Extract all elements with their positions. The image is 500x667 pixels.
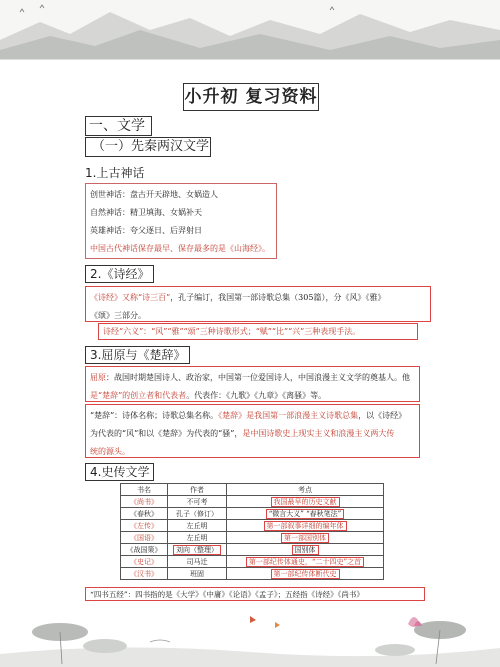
quyuan-label: 屈原 (90, 373, 106, 382)
cell-author: 孔子（修订） (168, 508, 227, 520)
myth-note: 中国古代神话保存最早、保存最多的是《山海经》。 (90, 244, 270, 253)
myth-line-nature: 自然神话：精卫填海、女娲补天 (90, 208, 202, 217)
heading-ancient-myths: 1.上古神话 (85, 166, 145, 180)
table-header-points: 考点 (227, 484, 384, 496)
page-title: 小升初 复习资料 (183, 83, 319, 111)
section-heading-literature: 一、文学 (85, 116, 152, 136)
shijing-six-principles: 诗经“六义”：“风”“雅”“颂”三种诗歌形式；“赋”“比”“兴”三种表现手法。 (98, 323, 418, 340)
cell-book: 《史记》 (121, 556, 168, 568)
cell-author: 司马迁 (168, 556, 227, 568)
cell-point: 第一部叙事详细的编年体 (264, 521, 347, 531)
chuci-traditions: 是中国诗歌史上现实主义和浪漫主义两大传 (242, 429, 395, 438)
chuci-feng-sao: 为代表的“风”和以《楚辞》为代表的“骚”， (90, 429, 243, 438)
four-books-five-classics-note: “四书五经”：四书指的是《大学》《中庸》《论语》《孟子》；五经指《诗经》《尚书》 (85, 587, 425, 601)
table-row (121, 520, 384, 532)
cell-point: 我国最早的历史文献 (271, 497, 340, 507)
chuci-def: “楚辞”：诗体名称；诗歌总集名称。 (90, 411, 219, 420)
shijing-desc: ，孔子编订，我国第一部诗歌总集（305篇），分《风》《雅》 (170, 293, 386, 302)
shijing-box (85, 286, 431, 322)
myth-box (85, 183, 277, 259)
cell-author: 不可考 (168, 496, 227, 508)
cell-point: 第一部纪传体通史，“二十四史”之首 (246, 557, 364, 567)
table-row (121, 556, 384, 568)
cell-author: 刘向（整理） (173, 545, 221, 555)
chuci-def-2: ，以《诗经》 (358, 411, 407, 420)
myth-line-hero: 英雄神话：夸父逐日、后羿射日 (90, 226, 202, 235)
quyuan-chuci-founder: 是“楚辞”的创立者和代表者 (90, 391, 187, 400)
cell-book: 《左传》 (121, 520, 168, 532)
table-row (121, 508, 384, 520)
heading-historical-literature: 4.史传文学 (85, 463, 154, 481)
cell-author: 班固 (168, 568, 227, 580)
cell-book: 《尚书》 (121, 496, 168, 508)
cell-book: 《战国策》 (121, 544, 168, 556)
chuci-source: 统的源头。 (90, 447, 130, 456)
chuci-highlight: 《楚辞》是我国第一部浪漫主义诗歌总集 (218, 411, 359, 420)
table-row (121, 496, 384, 508)
cell-point: “微言大义” “春秋笔法” (266, 509, 345, 519)
cell-author: 左丘明 (168, 520, 227, 532)
cell-point: 第一部国别体 (281, 533, 329, 543)
table-header-book: 书名 (121, 484, 168, 496)
table-header-row (121, 484, 384, 496)
shijing-desc-2: 《颂》三部分。 (90, 311, 146, 320)
quyuan-works: 。代表作：《九歌》《九章》《离骚》等。 (186, 391, 327, 400)
table-header-author: 作者 (168, 484, 227, 496)
cell-book: 《春秋》 (121, 508, 168, 520)
shijing-alias: 《诗经》又称“诗三百” (90, 293, 171, 302)
historical-works-table (120, 483, 384, 580)
cell-point: 第一部纪传体断代史 (271, 569, 340, 579)
cell-author: 左丘明 (168, 532, 227, 544)
ink-landscape-header-art (0, 0, 500, 60)
table-row (121, 568, 384, 580)
table-row (121, 544, 384, 556)
heading-quyuan: 3.屈原与《楚辞》 (85, 346, 190, 364)
quyuan-desc: ：战国时期楚国诗人、政治家，中国第一位爱国诗人，中国浪漫主义文学的奠基人。他 (106, 373, 410, 382)
table-row (121, 532, 384, 544)
chuci-box (85, 404, 420, 458)
heading-shijing: 2.《诗经》 (85, 265, 154, 283)
cell-book: 《国语》 (121, 532, 168, 544)
quyuan-box (85, 366, 420, 402)
ink-lotus-footer-art (0, 602, 500, 667)
subsection-heading-pre-qin: （一）先秦两汉文学 (85, 137, 211, 157)
cell-point: 国别体 (292, 545, 319, 555)
myth-line-creation: 创世神话：盘古开天辟地、女娲造人 (90, 190, 218, 199)
cell-book: 《汉书》 (121, 568, 168, 580)
